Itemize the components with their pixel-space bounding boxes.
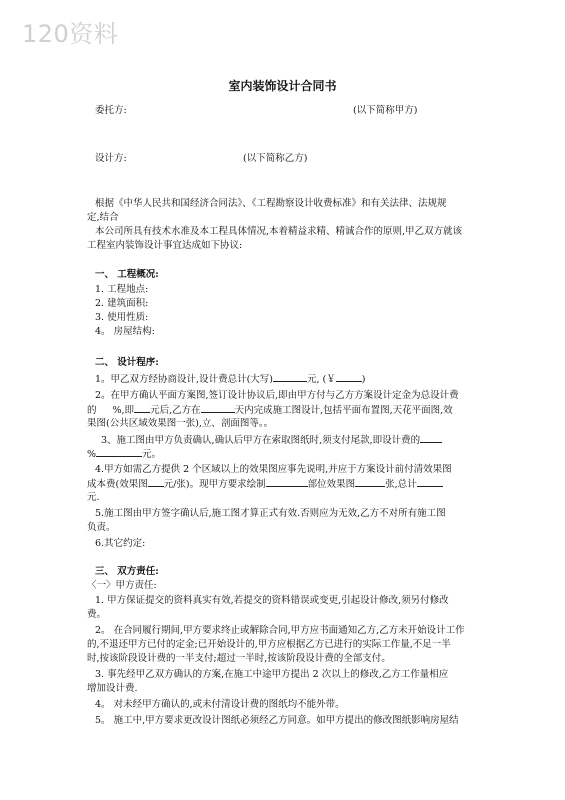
paragraph-line: 5.施工图由甲方签字确认后,施工图才算正式有效.否则应为无效,乙方不对所有施工图 xyxy=(95,508,446,519)
paragraph-line: 的,不退还甲方已付的定金;已开始设计的,甲方应根据乙方已进行的实际工作量,不足一半 xyxy=(87,639,451,650)
party-b-label: 设计方: xyxy=(95,153,127,164)
section-heading: 二、 设计程序: xyxy=(95,357,159,368)
text: 3、施工图由甲方负责确认,确认后甲方在索取图纸时,须支付尾款,即设计费的 xyxy=(101,435,421,446)
paragraph-line xyxy=(87,447,161,461)
paragraph-line: 增加设计费. xyxy=(87,683,138,694)
blank-field xyxy=(148,477,164,487)
subsection-heading: 〈一〉甲方责任: xyxy=(87,580,157,591)
paragraph-line: 2。在甲方确认平面方案图,签订设计协议后,即由甲方付与乙方方案设计定金为总设计费 xyxy=(95,390,459,401)
party-b-note: (以下简称乙方) xyxy=(243,153,308,164)
paragraph-line: 时,按该阶段设计费的一半支付;超过一半时,按该阶段设计费的全部支付。 xyxy=(87,653,391,664)
text: 成本费(效果图 xyxy=(87,479,148,490)
paragraph-line: 4。 对未经甲方确认的,或未付清设计费的图纸均不能外带。 xyxy=(95,699,345,710)
paragraph-line: 2。 在合同履行期间,甲方要求终止或解除合同,甲方应书面通知乙方,乙方未开始设计工作 xyxy=(95,625,465,636)
intro-line: 工程室内装饰设计事宜达成如下协议: xyxy=(87,240,243,251)
text: 元。 xyxy=(142,449,162,460)
blank-field xyxy=(134,403,150,413)
paragraph-line xyxy=(101,433,442,447)
blank-field xyxy=(266,477,308,487)
blank-field xyxy=(336,372,362,382)
list-item: 3. 使用性质: xyxy=(95,312,149,323)
party-a-note: (以下简称甲方) xyxy=(353,105,418,116)
paragraph-line xyxy=(87,403,453,417)
blank-field xyxy=(273,372,307,382)
paragraph-line: 5。 施工中,甲方要求更改设计图纸必须经乙方同意。如甲方提出的修改图纸影响房屋结 xyxy=(95,715,459,726)
section-heading: 三、 双方责任: xyxy=(95,566,159,577)
text: %,即 xyxy=(112,405,135,416)
text: 的 xyxy=(87,405,97,416)
blank-field xyxy=(355,477,385,487)
text: 张,总计 xyxy=(385,479,417,490)
paragraph-line xyxy=(95,372,365,386)
intro-line: 根据《中华人民共和国经济合同法》、《工程勘察设计收费标准》和有关法律、法规规 xyxy=(95,198,447,209)
text: ) xyxy=(361,374,366,385)
text: 1。甲乙双方经协商设计,设计费总计(大写) xyxy=(95,374,273,385)
list-item: 4。 房屋结构: xyxy=(95,326,155,337)
party-a-label: 委托方: xyxy=(95,105,127,116)
intro-line: 本公司所具有技术水准及本工程具体情况,本着精益求精、精诚合作的原则,甲乙双方就该 xyxy=(95,226,463,237)
blank-field xyxy=(417,477,443,487)
text: 部位效果图 xyxy=(307,479,356,490)
blank-field xyxy=(201,403,235,413)
intro-line: 定,结合 xyxy=(87,212,119,223)
paragraph-line: 果图(公共区域效果图一张),立、剖面图等。。 xyxy=(87,418,274,429)
text: 元, (￥ xyxy=(306,374,336,385)
paragraph-line xyxy=(87,477,443,491)
section-heading: 一、 工程概况: xyxy=(95,269,159,280)
paragraph-line: 费。 xyxy=(87,609,107,620)
text: 天内完成施工图设计,包括平面布置图,天花平面图,效 xyxy=(234,405,453,416)
paragraph-line: 1. 甲方保证提交的资料真实有效,若提交的资料错误或变更,引起设计修改,须另付修改 xyxy=(95,595,449,606)
paragraph-line: 负责。 xyxy=(87,522,116,533)
paragraph-line: 4.甲方如需乙方提供 2 个区域以上的效果图应事先说明,并应于方案设计前付清效果图 xyxy=(95,464,452,475)
list-item: 1. 工程地点: xyxy=(95,284,149,295)
list-item: 2. 建筑面积: xyxy=(95,298,149,309)
text: 元后,乙方在 xyxy=(150,405,201,416)
text: 元/张)。现甲方要求绘制 xyxy=(163,479,266,490)
paragraph-line: 6.其它约定: xyxy=(95,538,146,549)
blank-field xyxy=(420,433,442,443)
paragraph-line: 3. 事先经甲乙双方确认的方案,在施工中途甲方提出 2 次以上的修改,乙方工作量相应 xyxy=(95,669,449,680)
text: % xyxy=(87,449,97,460)
watermark: 120资料 xyxy=(22,20,119,48)
blank-field xyxy=(96,447,142,457)
paragraph-line: 元. xyxy=(87,492,100,503)
document-title: 室内装饰设计合同书 xyxy=(228,79,337,93)
